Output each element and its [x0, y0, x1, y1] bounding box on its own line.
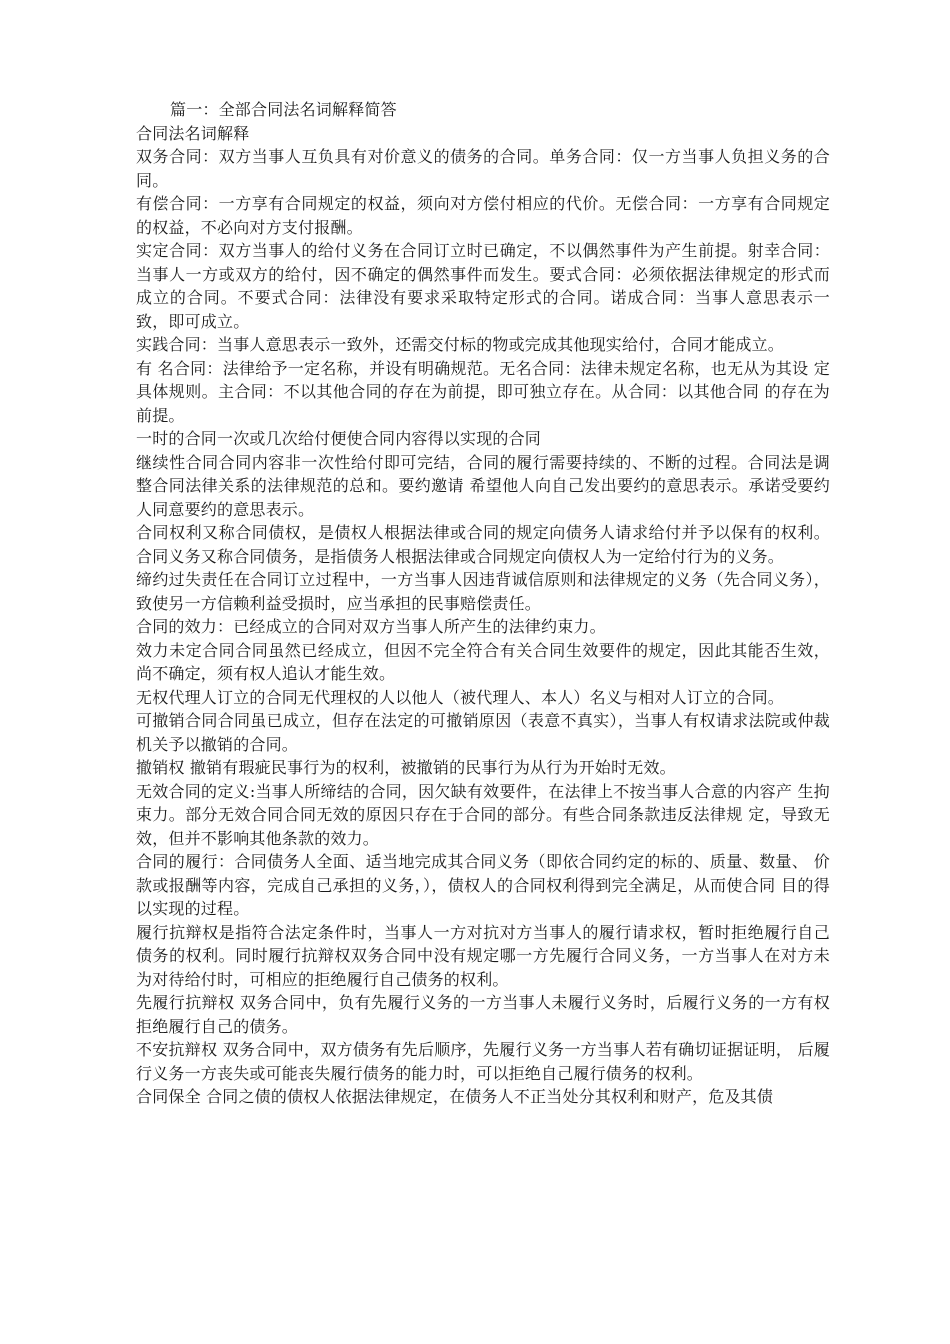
- paragraph: 双务合同：双方当事人互负具有对价意义的债务的合同。单务合同：仅一方当事人负担义务的合同。: [136, 147, 830, 190]
- paragraph: 合同的履行：合同债务人全面、适当地完成其合同义务（即依合同约定的标的、质量、数量、 价款或报酬等内容，完成自己承担的义务，），债权人的合同权利得到完全满足，从而使合同 目的得以实现的过程。: [136, 852, 830, 918]
- paragraph: 合同权利又称合同债权，是债权人根据法律或合同的规定向债务人请求给付并予以保有的权利。合同义务又称合同债务，是指债务人根据法律或合同规定向债权人为一定给付行为的义务。: [136, 523, 830, 566]
- paragraph: 合同的效力：已经成立的合同对双方当事人所产生的法律约束力。: [136, 617, 606, 636]
- paragraph: 无效合同的定义:当事人所缔结的合同，因欠缺有效要件，在法律上不按当事人合意的内容产 生拘束力。部分无效合同合同无效的原因只存在于合同的部分。有些合同条款违反法律规 定，导致无效，但并不影响其他条款的效力。: [136, 781, 830, 848]
- document-body: [136, 98, 830, 1109]
- paragraph: 继续性合同合同内容非一次性给付即可完结，合同的履行需要持续的、不断的过程。合同法是调整合同法律关系的法律规范的总和。要约邀请 希望他人向自己发出要约的意思表示。承诺受要约人同意要约的意思表示。: [136, 452, 830, 519]
- paragraph: 撤销权 撤销有瑕疵民事行为的权利，被撤销的民事行为从行为开始时无效。: [136, 758, 676, 777]
- paragraph-list: [136, 145, 830, 1109]
- paragraph: 一时的合同一次或几次给付便使合同内容得以实现的合同: [136, 429, 542, 448]
- paragraph: 实定合同：双方当事人的给付义务在合同订立时已确定，不以偶然事件为产生前提。射幸合同：当事人一方或双方的给付，因不确定的偶然事件而发生。要式合同：必须依据法律规定的形式而成立的合同。不要式合同：法律没有要求采取特定形式的合同。诺成合同：当事人意思表示一致，即可成立。: [136, 241, 830, 331]
- paragraph: 有偿合同：一方享有合同规定的权益，须向对方偿付相应的代价。无偿合同：一方享有合同规定的权益，不必向对方支付报酬。: [136, 194, 830, 237]
- paragraph: 合同保全 合同之债的债权人依据法律规定，在债务人不正当处分其权利和财产，危及其债: [136, 1087, 774, 1106]
- paragraph: 不安抗辩权 双务合同中，双方债务有先后顺序，先履行义务一方当事人若有确切证据证明， 后履行义务一方丧失或可能丧失履行债务的能力时，可以拒绝自己履行债务的权利。: [136, 1040, 830, 1083]
- paragraph: 履行抗辩权是指符合法定条件时，当事人一方对抗对方当事人的履行请求权，暂时拒绝履行自己债务的权利。同时履行抗辩权双务合同中没有规定哪一方先履行合同义务，一方当事人在对方未为对待给付时，可相应的拒绝履行自己债务的权利。: [136, 922, 830, 989]
- paragraph: 无权代理人订立的合同无代理权的人以他人（被代理人、本人）名义与相对人订立的合同。: [136, 687, 785, 707]
- paragraph: 效力未定合同合同虽然已经成立，但因不完全符合有关合同生效要件的规定，因此其能否生效，尚不确定，须有权人追认才能生效。: [136, 640, 830, 683]
- section-heading: 合同法名词解释: [136, 123, 250, 143]
- paragraph: 缔约过失责任在合同订立过程中，一方当事人因违背诚信原则和法律规定的义务（先合同义务），致使另一方信赖利益受损时，应当承担的民事赔偿责任。: [136, 570, 830, 613]
- paragraph: 实践合同：当事人意思表示一致外，还需交付标的物或完成其他现实给付，合同才能成立。: [136, 335, 785, 354]
- paragraph: 有 名合同：法律给予一定名称，并设有明确规范。无名合同：法律未规定名称，也无从为其设 定具体规则。主合同：不以其他合同的存在为前提，即可独立存在。从合同：以其他合同 的存在为前提。: [136, 358, 830, 425]
- paragraph: 可撤销合同合同虽已成立，但存在法定的可撤销原因（表意不真实），当事人有权请求法院或仲裁机关予以撤销的合同。: [136, 711, 830, 754]
- paragraph: 先履行抗辩权 双务合同中，负有先履行义务的一方当事人未履行义务时，后履行义务的一方有权拒绝履行自己的债务。: [136, 993, 830, 1036]
- document-title: 篇一：全部合同法名词解释简答: [170, 100, 397, 119]
